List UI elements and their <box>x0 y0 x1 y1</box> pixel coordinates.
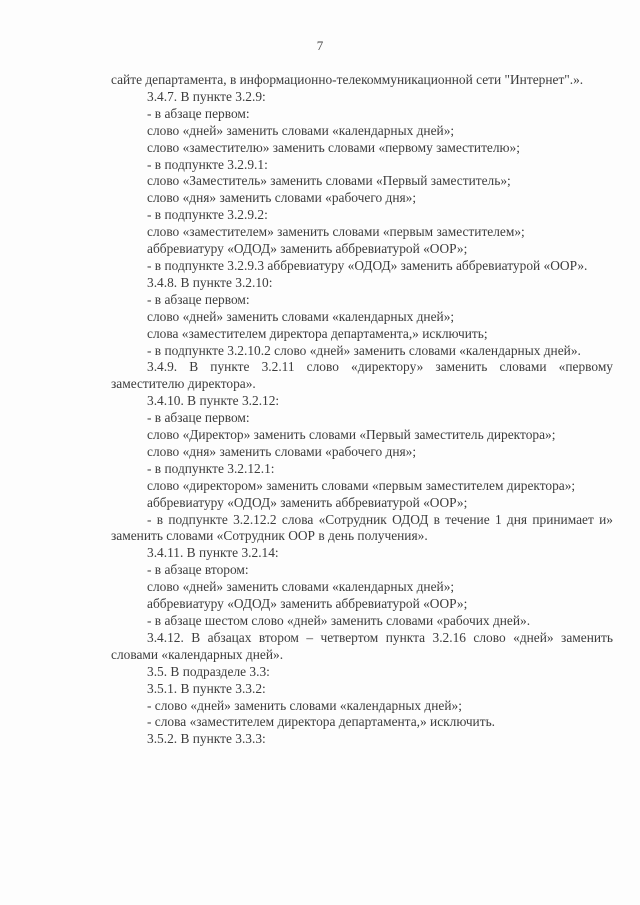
paragraph: - в подпункте 3.2.10.2 слово «дней» заменить словами «календарных дней». <box>147 342 581 358</box>
paragraph: слово «директором» заменить словами «первым заместителем директора»; <box>147 477 576 493</box>
paragraph: - в абзаце втором: <box>147 562 249 578</box>
paragraph: слово «дней» заменить словами «календарных дней»; <box>147 579 455 595</box>
paragraph: аббревиатуру «ОДОД» заменить аббревиатурой «ООР»; <box>147 596 468 612</box>
paragraph: 3.5.1. В пункте 3.3.2: <box>147 680 266 696</box>
paragraph: - в абзаце первом: <box>147 291 250 307</box>
paragraph: - в абзаце первом: <box>147 410 250 426</box>
paragraph: 3.4.9. В пункте 3.2.11 слово «директору» заменить словами «первому заместителю директора». <box>111 359 613 392</box>
paragraph: аббревиатуру «ОДОД» заменить аббревиатурой «ООР»; <box>147 494 468 510</box>
paragraph: - в подпункте 3.2.9.2: <box>147 207 268 223</box>
paragraph: слово «дня» заменить словами «рабочего дня»; <box>147 443 417 459</box>
paragraph: слово «дней» заменить словами «календарных дней»; <box>147 308 455 324</box>
paragraph: - в подпункте 3.2.9.1: <box>147 156 268 172</box>
paragraph: - в подпункте 3.2.9.3 аббревиатуру «ОДОД» заменить аббревиатурой «ООР». <box>147 257 588 273</box>
paragraph: аббревиатуру «ОДОД» заменить аббревиатурой «ООР»; <box>147 241 468 257</box>
page-number: 7 <box>316 38 324 53</box>
paragraph: 3.5.2. В пункте 3.3.3: <box>147 731 266 747</box>
paragraph: слова «заместителем директора департамента,» исключить; <box>147 325 488 341</box>
paragraph: сайте департамента, в информационно-телекоммуникационной сети "Интернет".». <box>111 72 584 87</box>
paragraph: - слова «заместителем директора департамента,» исключить. <box>147 714 496 730</box>
paragraph: слово «Заместитель» заменить словами «Первый заместитель»; <box>147 173 511 189</box>
paragraph: слово «заместителем» заменить словами «первым заместителем»; <box>147 224 525 240</box>
paragraph: слово «дней» заменить словами «календарных дней»; <box>147 122 455 138</box>
paragraph: - слово «дней» заменить словами «календарных дней»; <box>147 697 462 713</box>
paragraph: 3.4.11. В пункте 3.2.14: <box>147 545 279 561</box>
paragraph: 3.4.10. В пункте 3.2.12: <box>147 393 280 409</box>
paragraph: 3.5. В подразделе 3.3: <box>147 663 270 679</box>
paragraph: 3.4.7. В пункте 3.2.9: <box>147 88 266 104</box>
paragraph: слово «дня» заменить словами «рабочего дня»; <box>147 190 417 206</box>
paragraph: - в абзаце первом: <box>147 105 250 121</box>
paragraph: 3.4.12. В абзацах втором – четвертом пункта 3.2.16 слово «дней» заменить словами «календарных дней». <box>111 629 613 662</box>
paragraph: - в подпункте 3.2.12.1: <box>147 460 275 476</box>
paragraph: - в подпункте 3.2.12.2 слова «Сотрудник ОДОД в течение 1 дня принимает и» заменить словами «Сотрудник ООР в день получения». <box>111 511 613 544</box>
paragraph: 3.4.8. В пункте 3.2.10: <box>147 274 273 290</box>
paragraph: слово «Директор» заменить словами «Первый заместитель директора»; <box>147 427 556 443</box>
paragraph: - в абзаце шестом слово «дней» заменить словами «рабочих дней». <box>147 613 531 628</box>
paragraph: слово «заместителю» заменить словами «первому заместителю»; <box>147 139 520 155</box>
document-body <box>111 72 613 748</box>
